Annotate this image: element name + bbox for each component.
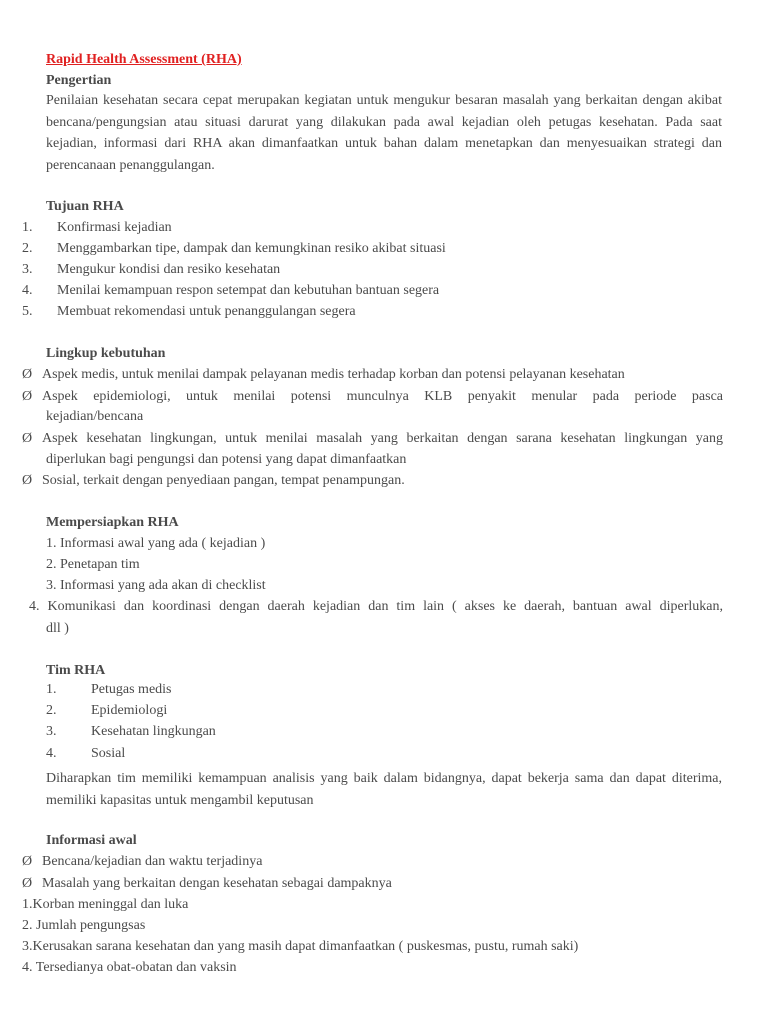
tujuan-item: Konfirmasi kejadian — [57, 220, 172, 235]
mempersiapkan-item: 2. Penetapan tim — [46, 557, 140, 572]
bullet-icon: Ø — [22, 367, 33, 382]
lingkup-item-cont: diperlukan bagi pengungsi dan potensi yang dapat dimanfaatkan — [46, 452, 407, 467]
tujuan-num: 3. — [22, 262, 33, 277]
tim-note: Diharapkan tim memiliki kemampuan analisis yang baik dalam bidangnya, dapat bekerja sama dan dapat diterima, memiliki kapasitas untuk mengambil keputusan — [46, 771, 722, 808]
mempersiapkan-item-cont: dll ) — [46, 621, 69, 636]
informasi-bullet-item: Bencana/kejadian dan waktu terjadinya — [42, 854, 263, 869]
tujuan-num: 2. — [22, 241, 33, 256]
mempersiapkan-item: 1. Informasi awal yang ada ( kejadian ) — [46, 536, 266, 551]
lingkup-item: Aspek epidemiologi, untuk menilai potensi munculnya KLB penyakit menular pada periode pasca — [42, 389, 723, 404]
informasi-numbered-item: 2. Jumlah pengungsas — [22, 918, 146, 933]
tim-num: 1. — [46, 682, 57, 697]
bullet-icon: Ø — [22, 431, 33, 446]
informasi-numbered-item: 4. Tersedianya obat-obatan dan vaksin — [22, 960, 237, 975]
tim-item: Epidemiologi — [91, 703, 168, 718]
tujuan-num: 1. — [22, 220, 33, 235]
informasi-numbered-item: 1.Korban meninggal dan luka — [22, 897, 189, 912]
tujuan-num: 4. — [22, 283, 33, 298]
mempersiapkan-heading: Mempersiapkan RHA — [46, 515, 179, 530]
tim-item: Kesehatan lingkungan — [91, 724, 216, 739]
pengertian-heading: Pengertian — [46, 73, 112, 88]
tujuan-item: Menggambarkan tipe, dampak dan kemungkinan resiko akibat situasi — [57, 241, 446, 256]
lingkup-item-cont: kejadian/bencana — [46, 409, 144, 424]
informasi-bullet-item: Masalah yang berkaitan dengan kesehatan sebagai dampaknya — [42, 876, 392, 891]
tujuan-heading: Tujuan RHA — [46, 199, 124, 214]
tim-num: 2. — [46, 703, 57, 718]
informasi-heading: Informasi awal — [46, 833, 137, 848]
informasi-numbered-item: 3.Kerusakan sarana kesehatan dan yang masih dapat dimanfaatkan ( puskesmas, pustu, rumah saki) — [22, 939, 579, 954]
tujuan-item: Membuat rekomendasi untuk penanggulangan segera — [57, 304, 356, 319]
tujuan-num: 5. — [22, 304, 33, 319]
mempersiapkan-item: 4. Komunikasi dan koordinasi dengan daerah kejadian dan tim lain ( akses ke daerah, bantuan awal diperlukan, — [29, 599, 723, 614]
pengertian-body: Penilaian kesehatan secara cepat merupakan kegiatan untuk mengukur besaran masalah yang berkaitan dengan akibat bencana/pengungsian atau situasi darurat yang dilakukan pada awal kejadian oleh petugas kesehatan. Pada saat kejadian, informasi dari RHA akan dimanfaatkan untuk bahan dalam menetapkan dan menyesuaikan strategi dan perencanaan penanggulangan. — [46, 93, 722, 173]
lingkup-item: Sosial, terkait dengan penyediaan pangan, tempat penampungan. — [42, 473, 405, 488]
tujuan-item: Menilai kemampuan respon setempat dan kebutuhan bantuan segera — [57, 283, 440, 298]
lingkup-heading: Lingkup kebutuhan — [46, 346, 166, 361]
bullet-icon: Ø — [22, 473, 33, 488]
tim-num: 4. — [46, 746, 57, 761]
tim-item: Petugas medis — [91, 682, 172, 697]
mempersiapkan-item: 3. Informasi yang ada akan di checklist — [46, 578, 266, 593]
lingkup-item: Aspek medis, untuk menilai dampak pelayanan medis terhadap korban dan potensi pelayanan kesehatan — [42, 367, 625, 382]
lingkup-item: Aspek kesehatan lingkungan, untuk menilai masalah yang berkaitan dengan sarana kesehatan lingkungan yang — [42, 431, 723, 446]
tujuan-item: Mengukur kondisi dan resiko kesehatan — [57, 262, 281, 277]
bullet-icon: Ø — [22, 854, 33, 869]
tim-heading: Tim RHA — [46, 663, 106, 678]
tim-item: Sosial — [91, 746, 126, 761]
bullet-icon: Ø — [22, 389, 33, 404]
tim-num: 3. — [46, 724, 57, 739]
document-title: Rapid Health Assessment (RHA) — [46, 52, 242, 67]
bullet-icon: Ø — [22, 876, 33, 891]
